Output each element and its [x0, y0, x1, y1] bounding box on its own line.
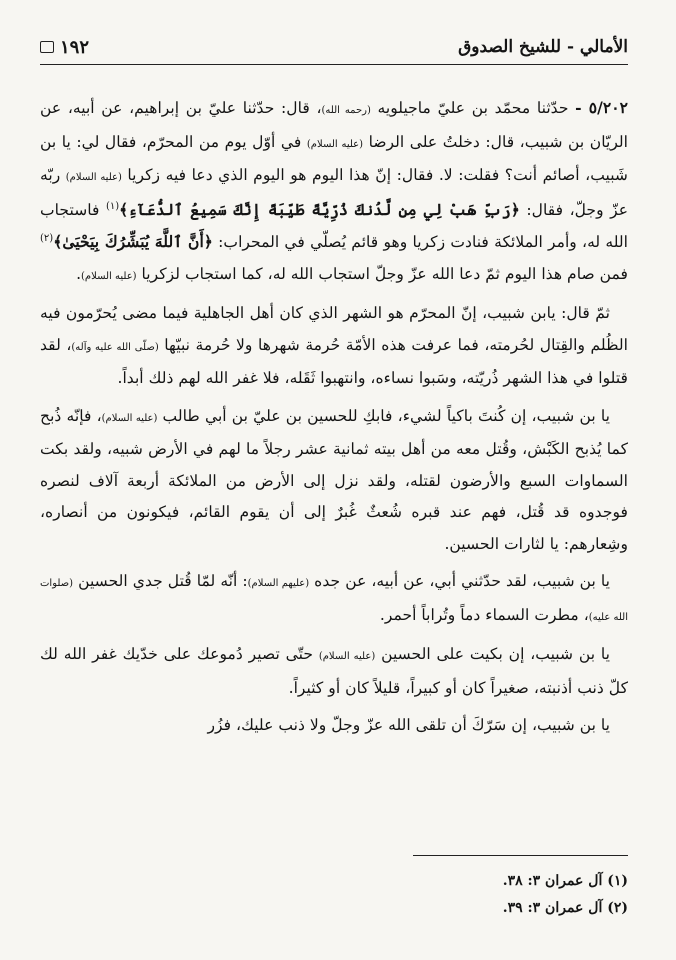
- paragraph: [40, 710, 628, 742]
- text-span: فمن صام هذا اليوم ثمّ دعا الله عزّ وجلّ استجاب الله له، كما استجاب لزكريا: [136, 264, 628, 283]
- hadith-number: ٥/٢٠٢ -: [575, 98, 628, 117]
- text-span: ، قال: حدّثنا عليّ بن إبراهيم، عن أبيه، عن الريّان بن شبيب، قال: دخلتُ على الرضا: [40, 99, 629, 151]
- paragraph: [40, 298, 628, 395]
- text-span: حتّى تصير دُموعك على خدّيك غفر الله لك كلّ ذنب أذنبته، صغيراً كان أو كبيراً، قليلاً كان أو كثيراً.: [40, 645, 628, 697]
- main-text: [40, 92, 628, 748]
- footnote: (٢) آل عمران ٣: ٣٩.: [502, 900, 628, 916]
- honorific: (عليه السلام): [81, 270, 137, 282]
- honorific: (عليه السلام): [65, 172, 122, 183]
- text-span: ربّه عزّ وجلّ، فقال:: [40, 166, 628, 219]
- honorific: (صلوات الله عليه): [40, 578, 628, 623]
- honorific: (عليه السلام): [318, 651, 376, 662]
- footnotes: [40, 868, 628, 922]
- honorific: (رحمه الله): [321, 105, 371, 116]
- quran-verse: ﴿أَنَّ ٱللَّهَ يُبَشِّرُكَ بِيَحْيَىٰ﴾: [53, 232, 213, 251]
- text-span: في أوّل يوم من المحرّم، فقال لي: يا بن شَبيب، أصائم أنت؟ فقلت: لا. فقال: إنّ هذا اليوم هو اليوم الذي دعا فيه زكريا: [40, 132, 628, 184]
- footnote: (١) آل عمران ٣: ٣٨.: [502, 873, 628, 889]
- page-number-box-icon: [40, 41, 54, 53]
- text-span: يا بن شبيب، إن كُنتَ باكياً لشيء، فابكِ للحسين بن عليّ بن أبي طالب: [157, 406, 610, 425]
- honorific: (عليهم السلام): [247, 578, 310, 589]
- paragraph: [40, 639, 628, 704]
- text-span: ، فإنّه ذُبح كما يُذبح الكَبْش، وقُتل معه من أهل بيته ثمانية عشر رجلاً ما لهم في الأرض شبيه، ولقد بكت السماوات السبع والأرضون لقتله، ولقد نزل إلى الأرض من الملائكة أربعة آلاف لنصره فوجدوه قد قُتل، فهم عند قبره شُعثٌ غُبرٌ إلى أن يقوم القائم، فيكونون من أنصاره، وشِعارهم: يا لثارات الحسين.: [40, 406, 628, 553]
- paragraph: [40, 566, 628, 633]
- honorific: (صلّى الله عليه وآله): [71, 341, 159, 353]
- text-span: حدّثنا محمّد بن عليّ ماجيلويه: [370, 99, 576, 117]
- text-span: فاستجاب الله له، وأمر الملائكة فنادت زكريا وهو قائم يُصلّي في المحراب:: [40, 200, 629, 251]
- honorific: (عليه السلام): [306, 138, 364, 150]
- text-span: ، لقد قتلوا في هذا الشهر ذُريّته، وسَبوا نساءه، وانتهبوا ثَقَله، فلا غفر الله لهم ذلك أبداً.: [40, 335, 628, 387]
- running-title: الأمالي - للشيخ الصدوق: [458, 37, 628, 57]
- footnote-ref: (١): [105, 200, 120, 212]
- page-number: ١٩٢: [60, 36, 90, 58]
- paragraph: [40, 401, 628, 561]
- page-header: [40, 30, 628, 65]
- text-span: يا بن شبيب، إن سَرّكَ أن تلقى الله عزّ وجلّ ولا ذنب عليك، فزُر: [207, 716, 610, 734]
- text-span: يا بن شبيب، إن بكيت على الحسين: [375, 645, 610, 663]
- text-span: ثمّ قال: يابن شبيب، إنّ المحرّم هو الشهر الذي كان أهل الجاهلية فيما مضى يُحرّمون فيه الظُلم والقِتال لحُرمته، فما عرفت هذه الأمّة حُرمة شهرها ولا حُرمة نبيّها: [40, 304, 628, 354]
- text-span: : أنّه لمّا قُتل جدي الحسين: [73, 572, 248, 590]
- footnote-divider: [413, 855, 628, 856]
- paragraph-hadith: [40, 92, 628, 292]
- text-span: .: [76, 264, 82, 283]
- text-span: ، مطرت السماء دماً وتُراباً أحمر.: [379, 605, 589, 624]
- page-number-block: [40, 37, 89, 58]
- footnote-ref: (٢): [40, 232, 54, 244]
- honorific: (عليه السلام): [101, 412, 158, 424]
- quran-verse: ﴿رَبِّ هَبْ لِي مِن لَّدُنكَ ذُرِّيَّةً طَيِّبَةً إِنَّكَ سَمِيعُ ٱلدُّعَآءِ﴾: [119, 199, 520, 219]
- text-span: يا بن شبيب، لقد حدّثني أبي، عن أبيه، عن جده: [309, 572, 611, 590]
